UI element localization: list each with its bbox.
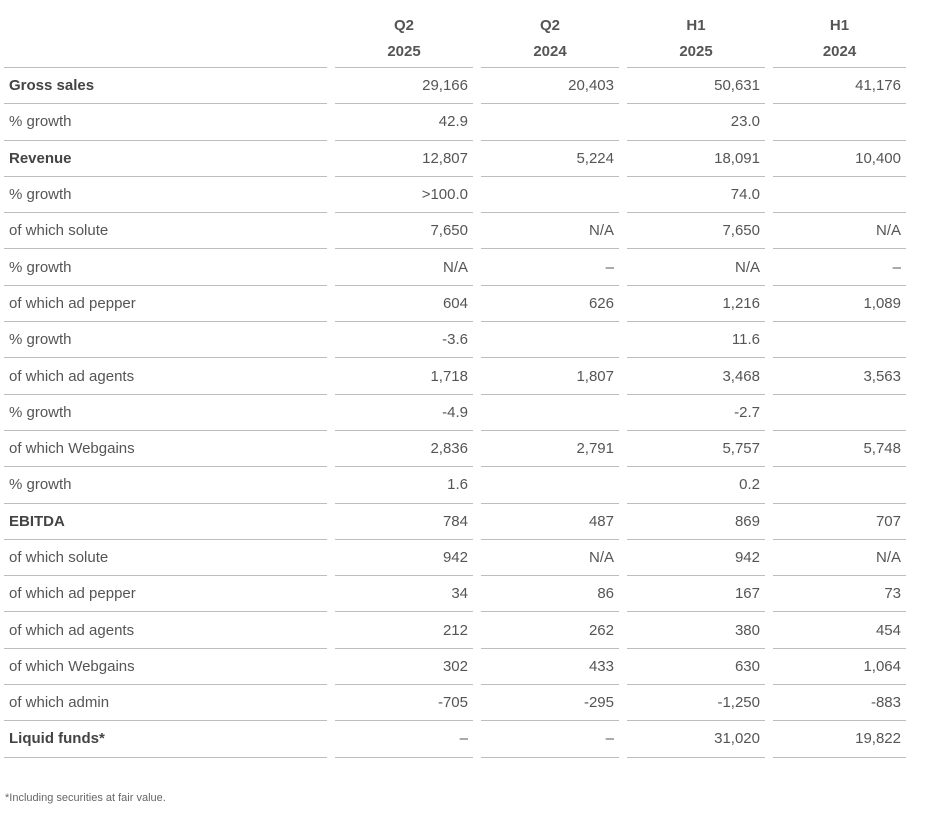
- row-label: of which Webgains: [4, 431, 327, 467]
- table-cell: 869: [627, 504, 765, 540]
- table-cell: 5,748: [773, 431, 906, 467]
- row-label: Gross sales: [4, 68, 327, 104]
- table-cell: 212: [335, 612, 473, 648]
- table-row: [4, 68, 906, 104]
- column-header: [335, 10, 473, 68]
- column-header: [627, 10, 765, 68]
- table-cell: 302: [335, 649, 473, 685]
- table-cell: 7,650: [335, 213, 473, 249]
- table-cell: 20,403: [481, 68, 619, 104]
- table-cell: 604: [335, 286, 473, 322]
- table-row: [4, 431, 906, 467]
- table-cell: 7,650: [627, 213, 765, 249]
- table-cell: -883: [773, 685, 906, 721]
- table-row: [4, 395, 906, 431]
- column-header-period: Q2: [393, 16, 414, 34]
- table-row: [4, 576, 906, 612]
- table-cell: -4.9: [335, 395, 473, 431]
- table-body: [4, 68, 906, 758]
- table-cell: 12,807: [335, 141, 473, 177]
- row-label: of which ad agents: [4, 612, 327, 648]
- column-header-year: 2024: [533, 42, 567, 60]
- table-cell: 18,091: [627, 141, 765, 177]
- table-cell: 2,836: [335, 431, 473, 467]
- row-label: of which ad agents: [4, 358, 327, 394]
- table-cell: 2,791: [481, 431, 619, 467]
- table-cell: >100.0: [335, 177, 473, 213]
- header-label-cell: [4, 10, 327, 68]
- table-row: [4, 177, 906, 213]
- table-cell: [481, 177, 619, 213]
- table-cell: 29,166: [335, 68, 473, 104]
- table-cell: 707: [773, 504, 906, 540]
- table-cell: [773, 322, 906, 358]
- table-cell: 487: [481, 504, 619, 540]
- table-cell: 1,089: [773, 286, 906, 322]
- table-cell: [773, 467, 906, 503]
- row-label: Revenue: [4, 141, 327, 177]
- table-cell: N/A: [773, 213, 906, 249]
- table-cell: 5,224: [481, 141, 619, 177]
- table-cell: [481, 395, 619, 431]
- row-label: of which ad pepper: [4, 576, 327, 612]
- table-cell: –: [481, 721, 619, 757]
- column-header-period: H1: [829, 16, 850, 34]
- row-label: Liquid funds*: [4, 721, 327, 757]
- table-row: [4, 504, 906, 540]
- table-cell: 784: [335, 504, 473, 540]
- table-row: [4, 104, 906, 140]
- table-cell: 41,176: [773, 68, 906, 104]
- table-cell: 626: [481, 286, 619, 322]
- table-cell: [773, 104, 906, 140]
- table-cell: 19,822: [773, 721, 906, 757]
- table-row: [4, 286, 906, 322]
- financial-table: [4, 10, 906, 758]
- table-cell: 1.6: [335, 467, 473, 503]
- row-label: of which solute: [4, 213, 327, 249]
- table-cell: 10,400: [773, 141, 906, 177]
- table-cell: 50,631: [627, 68, 765, 104]
- table-cell: -295: [481, 685, 619, 721]
- column-header-year: 2024: [822, 42, 857, 60]
- table-cell: 11.6: [627, 322, 765, 358]
- table-row: [4, 249, 906, 285]
- table-cell: –: [481, 249, 619, 285]
- table-cell: 942: [627, 540, 765, 576]
- table-cell: -1,250: [627, 685, 765, 721]
- table-cell: 262: [481, 612, 619, 648]
- table-cell: N/A: [627, 249, 765, 285]
- table-cell: 23.0: [627, 104, 765, 140]
- table-cell: –: [335, 721, 473, 757]
- table-cell: -2.7: [627, 395, 765, 431]
- table-cell: 34: [335, 576, 473, 612]
- table-cell: 942: [335, 540, 473, 576]
- table-row: [4, 685, 906, 721]
- table-cell: [481, 322, 619, 358]
- column-header-year: 2025: [387, 42, 421, 60]
- table-cell: 3,563: [773, 358, 906, 394]
- table-cell: 1,216: [627, 286, 765, 322]
- table-row: [4, 467, 906, 503]
- table-cell: 454: [773, 612, 906, 648]
- table-row: [4, 612, 906, 648]
- table-cell: 433: [481, 649, 619, 685]
- table-cell: N/A: [335, 249, 473, 285]
- table-cell: N/A: [773, 540, 906, 576]
- table-cell: N/A: [481, 213, 619, 249]
- table-cell: 5,757: [627, 431, 765, 467]
- table-row: [4, 141, 906, 177]
- table-cell: –: [773, 249, 906, 285]
- table-row: [4, 358, 906, 394]
- table-row: [4, 540, 906, 576]
- table-cell: N/A: [481, 540, 619, 576]
- table-cell: 0.2: [627, 467, 765, 503]
- table-cell: 1,718: [335, 358, 473, 394]
- table-cell: 630: [627, 649, 765, 685]
- table-row: [4, 649, 906, 685]
- table-cell: [773, 177, 906, 213]
- table-cell: 73: [773, 576, 906, 612]
- table-cell: 31,020: [627, 721, 765, 757]
- column-header-period: H1: [686, 16, 706, 34]
- row-label: % growth: [4, 322, 327, 358]
- table-cell: 3,468: [627, 358, 765, 394]
- table-cell: 1,807: [481, 358, 619, 394]
- table-cell: -3.6: [335, 322, 473, 358]
- table-row: [4, 322, 906, 358]
- row-label: of which Webgains: [4, 649, 327, 685]
- table-cell: 1,064: [773, 649, 906, 685]
- row-label: EBITDA: [4, 504, 327, 540]
- column-header-year: 2025: [679, 42, 713, 60]
- row-label: % growth: [4, 249, 327, 285]
- row-label: % growth: [4, 177, 327, 213]
- row-label: of which solute: [4, 540, 327, 576]
- column-header: [481, 10, 619, 68]
- row-label: % growth: [4, 467, 327, 503]
- table-cell: [481, 467, 619, 503]
- row-label: of which admin: [4, 685, 327, 721]
- column-header: [773, 10, 906, 68]
- header-row: [4, 10, 906, 68]
- table-row: [4, 213, 906, 249]
- table-cell: 42.9: [335, 104, 473, 140]
- table-cell: 167: [627, 576, 765, 612]
- table-cell: 74.0: [627, 177, 765, 213]
- row-label: of which ad pepper: [4, 286, 327, 322]
- table-cell: 380: [627, 612, 765, 648]
- table-row: [4, 721, 906, 757]
- table-cell: 86: [481, 576, 619, 612]
- table-cell: [481, 104, 619, 140]
- table-cell: -705: [335, 685, 473, 721]
- row-label: % growth: [4, 104, 327, 140]
- row-label: % growth: [4, 395, 327, 431]
- table-cell: [773, 395, 906, 431]
- footnote: *Including securities at fair value.: [5, 792, 166, 804]
- column-header-period: Q2: [539, 16, 560, 34]
